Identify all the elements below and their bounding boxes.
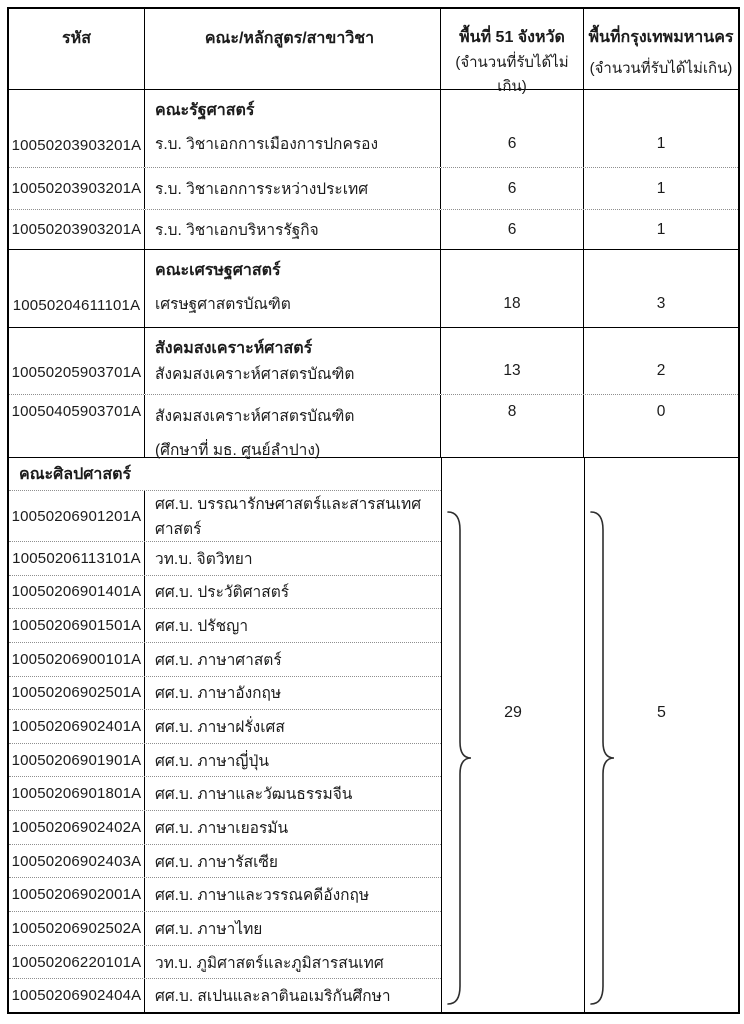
program-name: ร.บ. วิชาเอกการระหว่างประเทศ xyxy=(155,181,369,198)
quota-bkk-cell: 1 xyxy=(656,135,666,152)
quota-51-total: 29 xyxy=(504,704,522,721)
program-cell: ศศ.บ. ภาษาและวัฒนธรรมจีน xyxy=(155,786,353,804)
code-cell: 10050206902401A xyxy=(9,710,145,743)
program-cell: ศศ.บ. ภาษาเยอรมัน xyxy=(155,819,289,837)
program-cell xyxy=(145,90,441,167)
code-cell: 10050206220101A xyxy=(9,946,145,979)
program-name: ร.บ. วิชาเอกการเมืองการปกครอง xyxy=(155,136,379,153)
code-cell: 10050203903201A xyxy=(9,210,145,249)
column-header-code-label: รหัส xyxy=(62,30,91,47)
admission-quota-table xyxy=(7,7,740,1014)
quota-51-cell: 6 xyxy=(441,210,584,249)
code-cell: 10050206901901A xyxy=(9,744,145,777)
table-row xyxy=(9,491,441,542)
quota-bkk-cell: 1 xyxy=(656,179,666,197)
table-row xyxy=(9,210,738,250)
code-cell: 10050206901201A xyxy=(9,491,145,541)
program-cell xyxy=(145,168,441,209)
column-header-51-provinces xyxy=(441,9,584,95)
table-header-row xyxy=(9,9,738,95)
column-header-program xyxy=(145,9,441,89)
program-name: ร.บ. วิชาเอกบริหารรัฐกิจ xyxy=(155,222,319,239)
column-header-51-provinces-subtitle: (จำนวนที่รับได้ไม่เกิน) xyxy=(455,54,569,95)
code-cell: 10050206902402A xyxy=(9,811,145,844)
code-cell: 10050206902501A xyxy=(9,677,145,710)
program-cell xyxy=(145,328,441,394)
liberal-arts-section xyxy=(9,458,738,1012)
liberal-arts-row-list xyxy=(9,458,442,1012)
table-row xyxy=(9,677,441,711)
code-cell: 10050206902502A xyxy=(9,912,145,945)
program-cell: ศศ.บ. ปรัชญา xyxy=(155,618,249,636)
section-name-polsci: คณะรัฐศาสตร์ xyxy=(155,102,255,119)
code-cell: 10050206902001A xyxy=(9,878,145,911)
program-cell: ศศ.บ. สเปนและลาตินอเมริกันศึกษา xyxy=(155,988,391,1006)
quota-51-merged-cell xyxy=(442,458,585,1012)
quota-51-cell: 13 xyxy=(441,328,584,394)
quota-51-cell: 6 xyxy=(441,90,584,167)
program-cell: ศศ.บ. ภาษาฝรั่งเศส xyxy=(155,719,285,737)
column-header-code xyxy=(9,9,145,89)
section-name-social: สังคมสงเคราะห์ศาสตร์ xyxy=(155,340,313,357)
table-row xyxy=(9,845,441,879)
program-name: เศรษฐศาสตรบัณฑิต xyxy=(155,296,291,313)
table-row xyxy=(9,542,441,576)
section-name-liberal-arts: คณะศิลปศาสตร์ xyxy=(19,465,132,483)
table-row xyxy=(9,744,441,778)
program-name: สังคมสงเคราะห์ศาสตรบัณฑิต xyxy=(155,408,355,425)
column-header-51-provinces-title: พื้นที่ 51 จังหวัด xyxy=(459,29,565,46)
program-cell: ศศ.บ. ภาษาญี่ปุ่น xyxy=(155,752,269,770)
quota-bkk-cell: 0 xyxy=(656,403,666,420)
quota-bkk-cell: 2 xyxy=(656,362,666,379)
quota-51-cell: 18 xyxy=(441,250,584,327)
program-name: สังคมสงเคราะห์ศาสตรบัณฑิต xyxy=(155,366,355,383)
program-cell xyxy=(145,250,441,327)
program-cell: ศศ.บ. บรรณารักษศาสตร์และสารสนเทศศาสตร์ xyxy=(155,496,422,538)
table-row xyxy=(9,168,738,210)
table-row xyxy=(9,878,441,912)
table-row xyxy=(9,328,738,395)
table-row xyxy=(9,395,738,458)
column-header-bangkok-title: พื้นที่กรุงเทพมหานคร xyxy=(588,29,734,46)
quota-bkk-cell: 3 xyxy=(656,295,666,312)
table-row xyxy=(9,250,738,328)
grouping-brace-icon xyxy=(586,510,618,1006)
table-row xyxy=(9,710,441,744)
code-cell: 10050206901801A xyxy=(9,777,145,810)
code-cell: 10050203903201A xyxy=(9,90,145,167)
program-cell: ศศ.บ. ภาษาไทย xyxy=(155,920,263,938)
section-name-econ: คณะเศรษฐศาสตร์ xyxy=(155,262,281,279)
column-header-bangkok xyxy=(584,9,738,89)
code-cell: 10050204611101A xyxy=(9,250,145,327)
quota-bkk-total: 5 xyxy=(657,704,666,721)
code-cell: 10050206113101A xyxy=(9,542,145,575)
program-cell: ศศ.บ. ภาษาและวรรณคดีอังกฤษ xyxy=(155,887,370,905)
program-name-note: (ศึกษาที่ มธ. ศูนย์ลำปาง) xyxy=(155,442,321,459)
table-row xyxy=(9,811,441,845)
program-cell: ศศ.บ. ประวัติศาสตร์ xyxy=(155,584,290,602)
code-cell: 10050405903701A xyxy=(9,395,145,457)
code-cell: 10050206902404A xyxy=(9,979,145,1012)
code-cell: 10050206901501A xyxy=(9,609,145,642)
program-cell: ศศ.บ. ภาษาศาสตร์ xyxy=(155,651,282,669)
column-header-bangkok-subtitle: (จำนวนที่รับได้ไม่เกิน) xyxy=(589,60,733,77)
table-row xyxy=(9,777,441,811)
table-row xyxy=(9,912,441,946)
quota-51-cell: 6 xyxy=(441,168,584,209)
quota-bkk-cell: 1 xyxy=(656,220,666,238)
program-cell xyxy=(145,395,441,457)
column-header-program-label: คณะ/หลักสูตร/สาขาวิชา xyxy=(204,30,375,47)
code-cell: 10050205903701A xyxy=(9,328,145,394)
code-cell: 10050206901401A xyxy=(9,576,145,609)
program-cell xyxy=(145,210,441,249)
program-cell: ศศ.บ. ภาษาอังกฤษ xyxy=(155,685,282,703)
table-row xyxy=(9,576,441,610)
table-row xyxy=(9,90,738,168)
table-row xyxy=(9,979,441,1012)
quota-bkk-merged-cell xyxy=(585,458,738,1012)
program-cell: วท.บ. จิตวิทยา xyxy=(155,550,253,568)
table-row xyxy=(9,643,441,677)
section-header-row xyxy=(9,458,441,491)
code-cell: 10050206900101A xyxy=(9,643,145,676)
code-cell: 10050203903201A xyxy=(9,168,145,209)
table-row xyxy=(9,609,441,643)
grouping-brace-icon xyxy=(443,510,475,1006)
quota-51-cell: 8 xyxy=(441,395,584,457)
table-row xyxy=(9,946,441,980)
program-cell: ศศ.บ. ภาษารัสเซีย xyxy=(155,853,278,871)
code-cell: 10050206902403A xyxy=(9,845,145,878)
program-cell: วท.บ. ภูมิศาสตร์และภูมิสารสนเทศ xyxy=(155,954,384,972)
